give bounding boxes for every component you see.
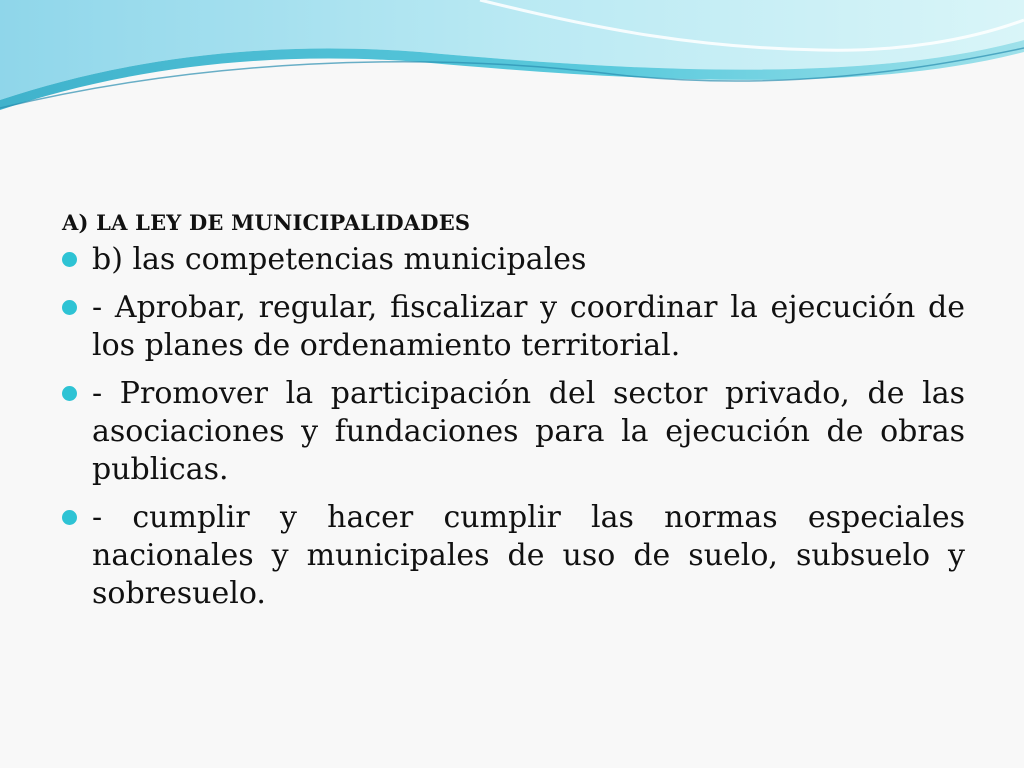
bullet-item <box>60 289 965 365</box>
header-wave-decoration <box>0 0 1024 130</box>
bullet-dot-icon <box>62 510 77 525</box>
bullet-text: b) las competencias municipales <box>92 242 587 277</box>
bullet-item <box>60 241 965 279</box>
bullet-text: - Aprobar, regular, fiscalizar y coordinar la ejecución de los planes de ordenamiento territorial. <box>92 290 965 363</box>
bullet-item <box>60 375 965 489</box>
slide-heading: A) LA LEY DE MUNICIPALIDADES <box>62 210 471 235</box>
slide-body <box>60 210 965 623</box>
bullet-item <box>60 499 965 613</box>
bullet-dot-icon <box>62 386 77 401</box>
bullet-dot-icon <box>62 252 77 267</box>
bullet-dot-icon <box>62 300 77 315</box>
bullet-text: - Promover la participación del sector privado, de las asociaciones y fundaciones para la ejecución de obras publicas. <box>92 376 965 487</box>
bullet-text: - cumplir y hacer cumplir las normas especiales nacionales y municipales de uso de suelo, subsuelo y sobresuelo. <box>92 500 965 611</box>
bullet-list <box>60 241 965 613</box>
